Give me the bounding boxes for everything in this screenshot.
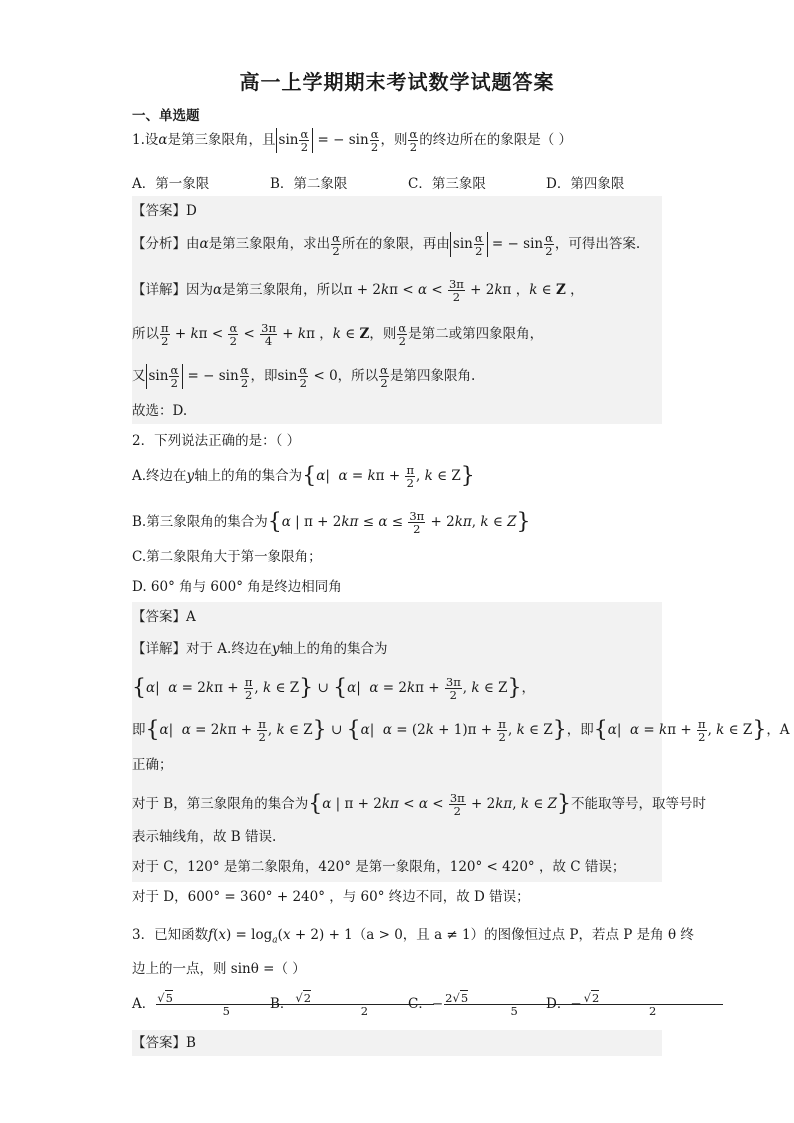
q3-stem-1: 3．已知函数$f(x) = \log_a(x + 2) + 1(a > 0$，且 a ≠ 1）的图像恒过点 P，若点 P 是角 θ 终 — [132, 927, 694, 946]
q2-detail-6: 表示轴线角，故 B 错误. — [132, 829, 277, 845]
q2-detail-4: 正确； — [132, 757, 173, 773]
q2-detail-1: 【详解】对于 A.终边在y轴上的角的集合为 — [132, 641, 388, 657]
q2-option-b: B.第三象限角的集合为{α | π + 2kπ ≤ α ≤ $\frac{3\pi}{2}$ + 2kπ, k ∈ Z} — [132, 509, 531, 536]
q3-option-b: B． $\frac{√2}{2}$ — [270, 992, 408, 1017]
q3-option-a: A． $\frac{√5}{5}$ — [132, 992, 270, 1017]
q3-stem-2: 边上的一点，则 sinθ =（ ） — [132, 961, 306, 977]
q1-options — [132, 172, 662, 192]
q1-detail-3: 又 sin $\frac{\alpha}{2}$ = − sin $\frac{\alpha}{2}$ ，即sin $\frac{\alpha}{2}$ < 0，所以 $\frac{\alpha}{2}$ 是第四象限角. — [132, 363, 476, 390]
q1-choose: 故选：D. — [132, 403, 188, 419]
q2-detail-2: {α| α = 2kπ + $\frac{\pi}{2}$ , k ∈ Z} ∪ {α| α = 2kπ + $\frac{3\pi}{2}$ , k ∈ Z}， — [132, 675, 536, 702]
q3-answer-block — [132, 1030, 662, 1056]
q2-stem: 2．下列说法正确的是：（ ） — [132, 433, 301, 449]
q1-option-c: C．第三象限 — [408, 176, 486, 192]
q1-stem: 1.设α是第三象限角，且 sin $\frac{\alpha}{2}$ = − sin $\frac{\alpha}{2}$ ，则 $\frac{\alpha}{2}$ 的终边所在的象限是（ ） — [132, 127, 573, 154]
page-title: 高一上学期期末考试数学试题答案 — [239, 70, 555, 94]
q2-detail-8: 对于 D，600° = 360° + 240° ，与 60° 终边不同，故 D 错误； — [132, 889, 530, 905]
q2-option-a: A.终边在y轴上的角的集合为{α| α = kπ + $\frac{\pi}{2}$ , k ∈ Z} — [132, 463, 475, 490]
q3-options — [132, 992, 662, 1017]
q1-option-a: A．第一象限 — [132, 176, 210, 192]
q2-option-c: C.第二象限角大于第一象限角； — [132, 549, 322, 565]
q2-answer: 【答案】A — [132, 609, 196, 625]
section-heading: 一、单选题 — [132, 108, 200, 124]
q2-detail-7: 对于 C，120° 是第二象限角，420° 是第一象限角，120° < 420° ，故 C 错误； — [132, 859, 626, 875]
q1-answer-block — [132, 196, 662, 424]
q3-option-d: D．− $\frac{√2}{2}$ — [546, 992, 724, 1017]
q3-answer: 【答案】B — [132, 1035, 196, 1051]
q2-detail-3: 即{α| α = 2kπ + $\frac{\pi}{2}$ , k ∈ Z} ∪ {α| α = (2k + 1)π + $\frac{\pi}{2}$ , k ∈ Z}，即{α| α = kπ + $\frac{\pi}{2}$ , k ∈ Z}，A — [132, 717, 790, 744]
q3-option-c: C．− $\frac{2√5}{5}$ — [408, 992, 546, 1017]
q2-detail-5: 对于 B，第三象限角的集合为{α | π + 2kπ < α < $\frac{3\pi}{2}$ + 2kπ, k ∈ Z}不能取等号，取等号时 — [132, 791, 707, 818]
q1-option-b: B．第二象限 — [270, 176, 348, 192]
q1-answer: 【答案】D — [132, 203, 197, 219]
q1-analysis: 【分析】由α是第三象限角，求出 $\frac{\alpha}{2}$ 所在的象限，再由 sin $\frac{\alpha}{2}$ = − sin $\frac{\alpha}{2}$ ，可得出答案. — [132, 231, 641, 258]
q1-detail-2: 所以 $\frac{\pi}{2}$ + kπ < $\frac{\alpha}{2}$ < $\frac{3\pi}{4}$ + kπ ，k ∈ Z，则 $\frac{\alpha}{2}$ 是第二或第四象限角， — [132, 321, 544, 348]
q1-option-d: D．第四象限 — [546, 176, 625, 192]
q2-option-d: D. 60° 角与 600° 角是终边相同角 — [132, 579, 342, 595]
q1-detail-1: 【详解】因为α是第三象限角，所以π + 2kπ < α < $\frac{3\pi}{2}$ + 2kπ ，k ∈ Z ， — [132, 277, 584, 304]
